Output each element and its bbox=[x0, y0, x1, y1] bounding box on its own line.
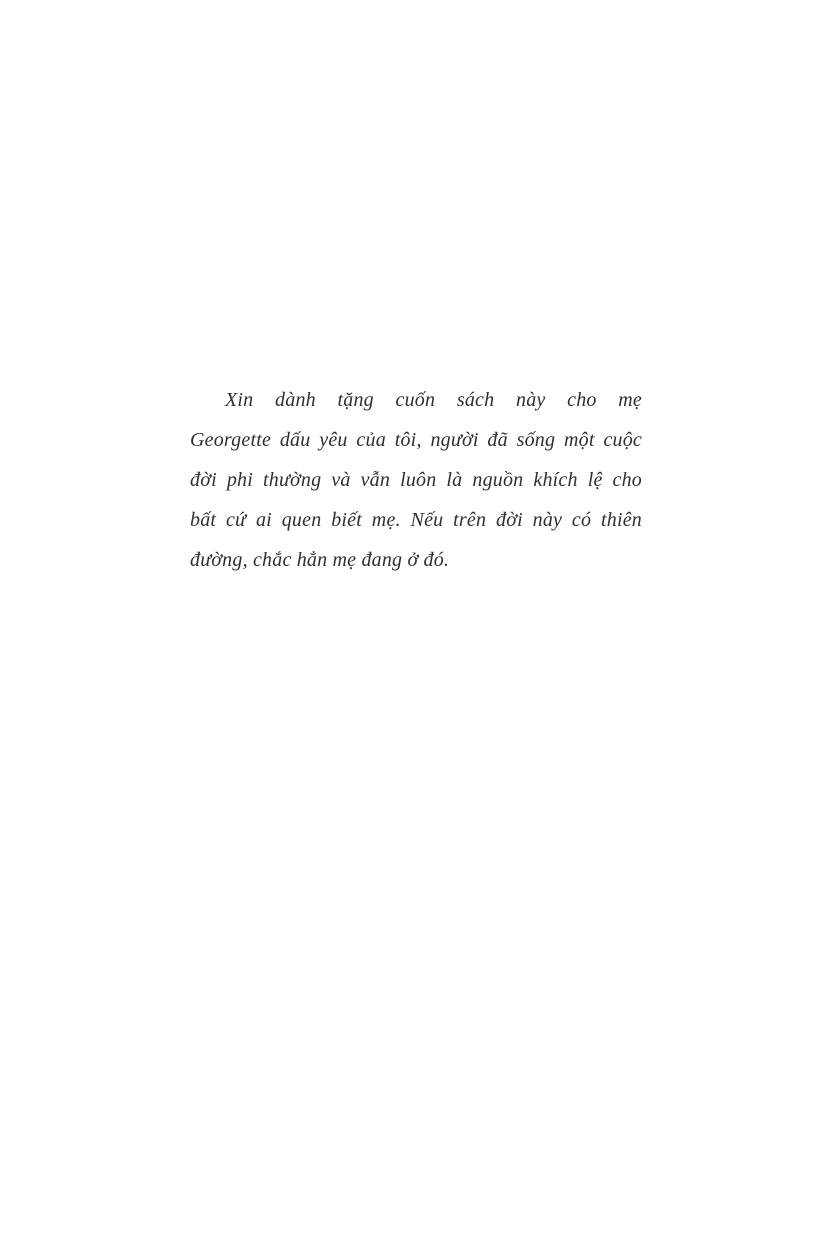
dedication-line-3: đời phi thường và vẫn luôn là nguồn khích lệ cho bbox=[190, 469, 642, 491]
dedication-line-1: Xin dành tặng cuốn sách này cho mẹ bbox=[225, 389, 642, 411]
dedication-paragraph bbox=[190, 380, 642, 580]
dedication-line-2: Georgette dấu yêu của tôi, người đã sống một cuộc bbox=[190, 429, 642, 451]
dedication-line-5: đường, chắc hẳn mẹ đang ở đó. bbox=[190, 549, 450, 571]
dedication-line-4: bất cứ ai quen biết mẹ. Nếu trên đời này có thiên bbox=[190, 509, 642, 531]
